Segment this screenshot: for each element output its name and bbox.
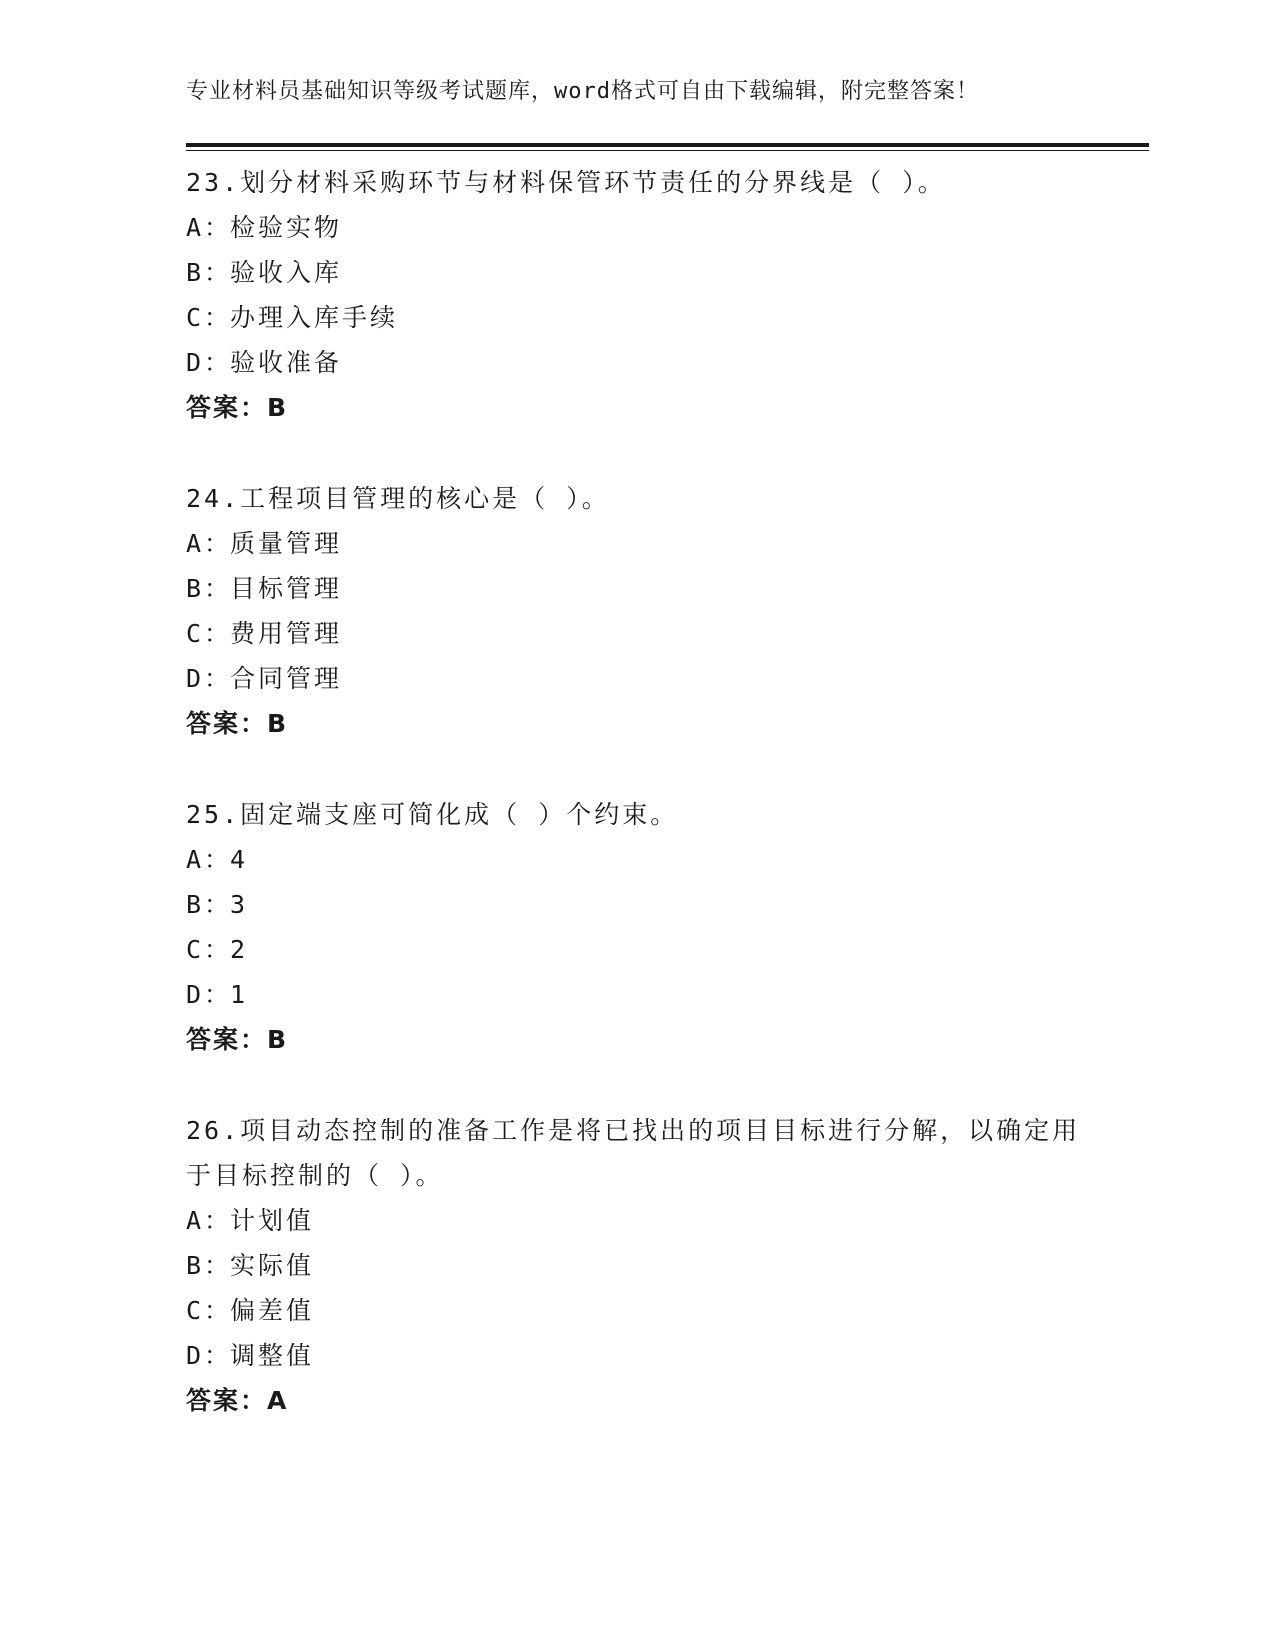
option-key: B： (186, 1251, 233, 1280)
option-key: B： (186, 574, 233, 603)
option-key: B： (186, 258, 233, 287)
option-text: 费用管理 (230, 619, 343, 648)
question-25 (186, 792, 1086, 1062)
question-stem: 26.项目动态控制的准备工作是将已找出的项目目标进行分解，以确定用于目标控制的（ ）。 (186, 1116, 1081, 1190)
option-text: 计划值 (230, 1206, 315, 1235)
answer-line: 答案：B (186, 1025, 289, 1054)
question-stem: 23.划分材料采购环节与材料保管环节责任的分界线是（ ）。 (186, 168, 946, 197)
option-key: A： (186, 213, 233, 242)
answer-line: 答案：A (186, 1386, 289, 1415)
option-d (186, 656, 1086, 701)
question-stem: 24.工程项目管理的核心是（ ）。 (186, 484, 610, 513)
option-a (186, 1198, 1086, 1243)
answer-line: 答案：B (186, 709, 289, 738)
option-text: 4 (230, 845, 249, 874)
option-b (186, 250, 1086, 295)
option-key: C： (186, 935, 233, 964)
option-c (186, 927, 1086, 972)
option-key: A： (186, 529, 233, 558)
option-text: 目标管理 (230, 574, 343, 603)
option-key: C： (186, 303, 233, 332)
question-stem: 25.固定端支座可简化成（ ）个约束。 (186, 800, 679, 829)
option-key: D： (186, 348, 233, 377)
header-rule-thick (186, 143, 1149, 147)
option-d (186, 972, 1086, 1017)
option-text: 偏差值 (230, 1296, 315, 1325)
option-text: 办理入库手续 (230, 303, 399, 332)
option-key: D： (186, 664, 233, 693)
option-text: 实际值 (230, 1251, 315, 1280)
option-key: B： (186, 890, 233, 919)
option-key: A： (186, 1206, 233, 1235)
option-key: D： (186, 1341, 233, 1370)
option-key: C： (186, 1296, 233, 1325)
option-text: 调整值 (230, 1341, 315, 1370)
option-c (186, 295, 1086, 340)
option-d (186, 340, 1086, 385)
option-key: D： (186, 980, 233, 1009)
option-key: A： (186, 845, 233, 874)
option-c (186, 611, 1086, 656)
option-text: 验收入库 (230, 258, 343, 287)
option-key: C： (186, 619, 233, 648)
answer-line: 答案：B (186, 393, 289, 422)
option-text: 2 (230, 935, 249, 964)
option-b (186, 1243, 1086, 1288)
header-rule-thin (186, 150, 1149, 151)
question-26 (186, 1108, 1086, 1423)
option-d (186, 1333, 1086, 1378)
question-23 (186, 160, 1086, 430)
header-note: 专业材料员基础知识等级考试题库，word格式可自由下载编辑，附完整答案！ (186, 79, 979, 104)
option-b (186, 882, 1086, 927)
option-text: 验收准备 (230, 348, 343, 377)
option-b (186, 566, 1086, 611)
question-list (186, 160, 1086, 1469)
option-a (186, 205, 1086, 250)
question-24 (186, 476, 1086, 746)
option-text: 合同管理 (230, 664, 343, 693)
option-text: 1 (230, 980, 249, 1009)
option-text: 质量管理 (230, 529, 343, 558)
option-a (186, 521, 1086, 566)
option-text: 3 (230, 890, 249, 919)
option-c (186, 1288, 1086, 1333)
option-text: 检验实物 (230, 213, 343, 242)
option-a (186, 837, 1086, 882)
